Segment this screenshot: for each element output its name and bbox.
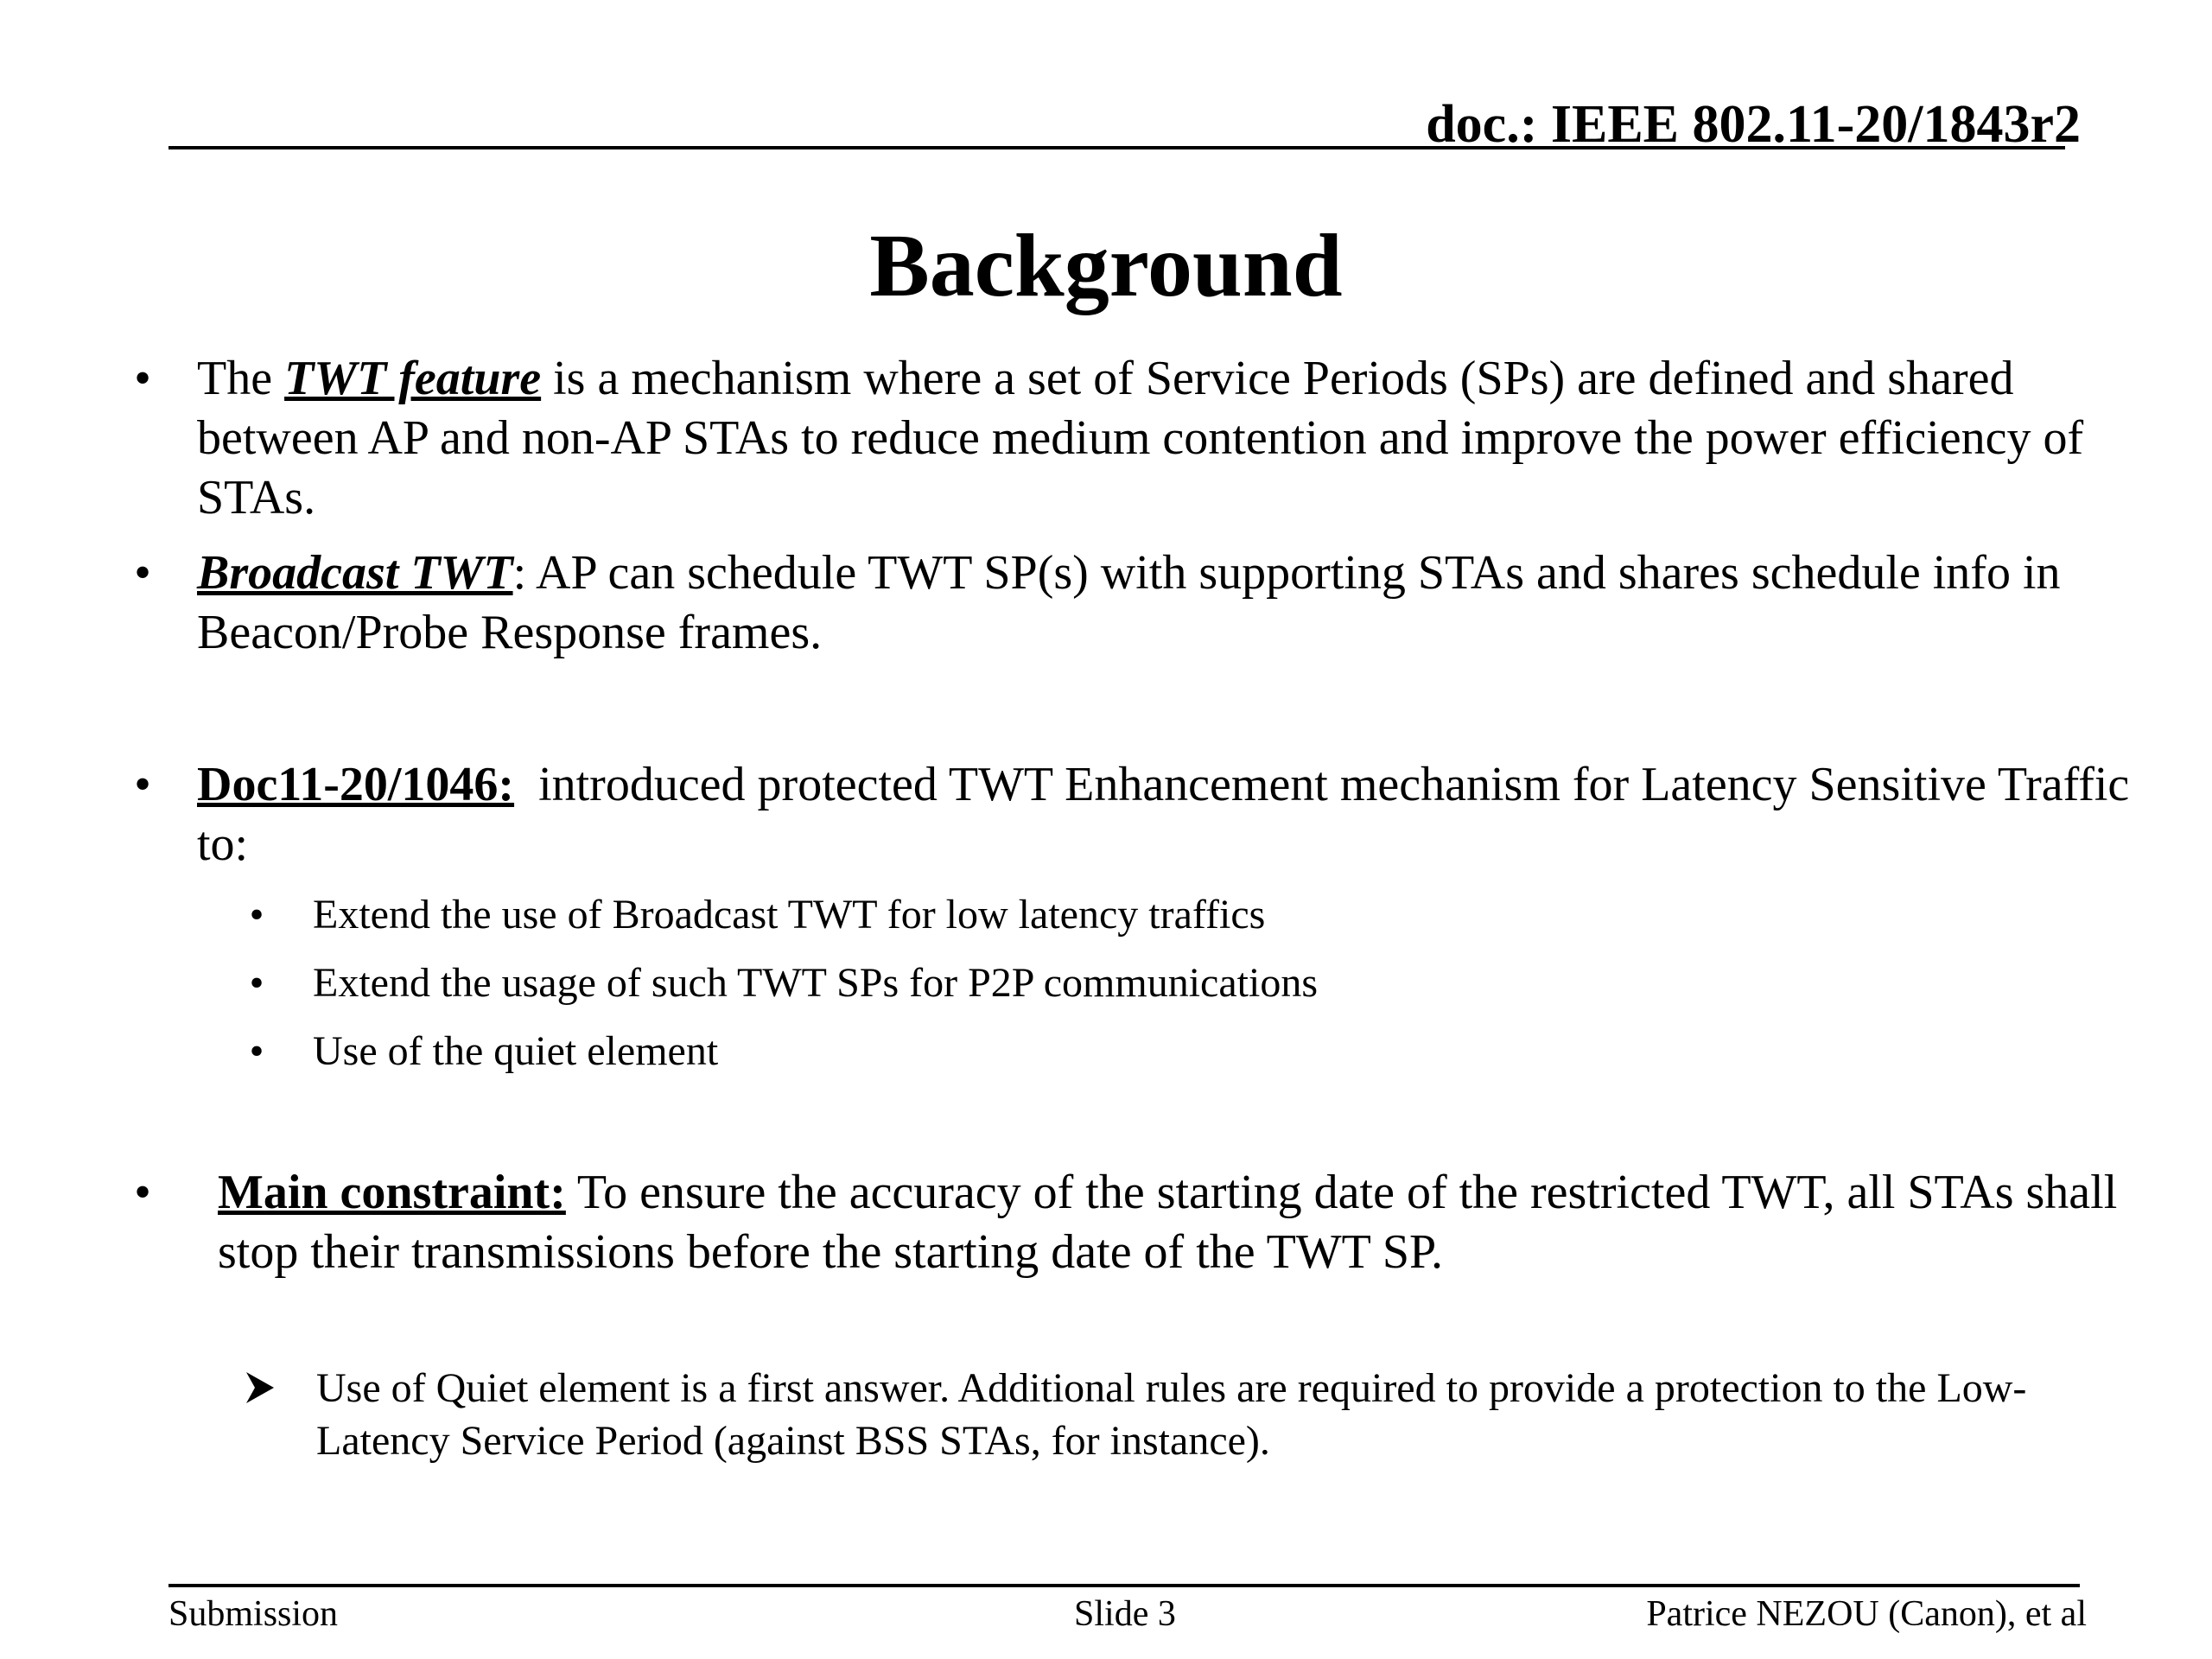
sub-bullet-text: Use of the quiet element [313, 1028, 719, 1074]
term-broadcast-twt: Broadcast TWT [197, 546, 513, 600]
footer-slide-number: Slide 3 [1074, 1594, 1176, 1634]
term-twt-feature: TWT feature [284, 352, 542, 405]
slide-title: Background [869, 216, 1343, 315]
footer-submission: Submission [168, 1594, 339, 1634]
bullet-text: Main constraint: To ensure the accuracy of the starting date of the restricted TWT, all STAs shall stop their transmissions before the starting date of the TWT SP. [218, 1166, 2118, 1279]
header-rule [168, 146, 2065, 149]
bullet-dot: • [134, 546, 151, 600]
sub-bullet-text: Extend the usage of such TWT SPs for P2P communications [313, 960, 1318, 1006]
footer-rule [168, 1584, 2080, 1587]
sub-bullet-dot: • [249, 892, 264, 938]
bullet-dot: • [134, 1166, 151, 1219]
bullet-dot: • [134, 352, 151, 405]
arrow-right-icon [245, 1370, 276, 1405]
sub-bullet-dot: • [249, 1028, 264, 1074]
sub-bullet-dot: • [249, 960, 264, 1006]
document-id: doc.: IEEE 802.11-20/1843r2 [1426, 95, 2081, 154]
term-doc-reference: Doc11-20/1046: [197, 758, 515, 811]
arrow-bullet-text: Use of Quiet element is a first answer. Additional rules are required to provide a protection to the Low-Latency Service Period (against BSS STAs, for instance). [316, 1365, 2027, 1464]
sub-bullet-text: Extend the use of Broadcast TWT for low latency traffics [313, 892, 1266, 938]
bullet-text: Doc11-20/1046: introduced protected TWT Enhancement mechanism for Latency Sensitive Traffic to: [197, 758, 2142, 871]
footer-author: Patrice NEZOU (Canon), et al [1646, 1594, 2087, 1634]
bullet-text: The TWT feature is a mechanism where a set of Service Periods (SPs) are defined and shared between AP and non-AP STAs to reduce medium contention and improve the power efficiency of STAs. [197, 352, 2084, 524]
bullet-dot: • [134, 758, 151, 811]
bullet-text: Broadcast TWT: AP can schedule TWT SP(s) with supporting STAs and shares schedule info in Beacon/Probe Response frames. [197, 546, 2061, 659]
term-main-constraint: Main constraint: [218, 1166, 566, 1219]
